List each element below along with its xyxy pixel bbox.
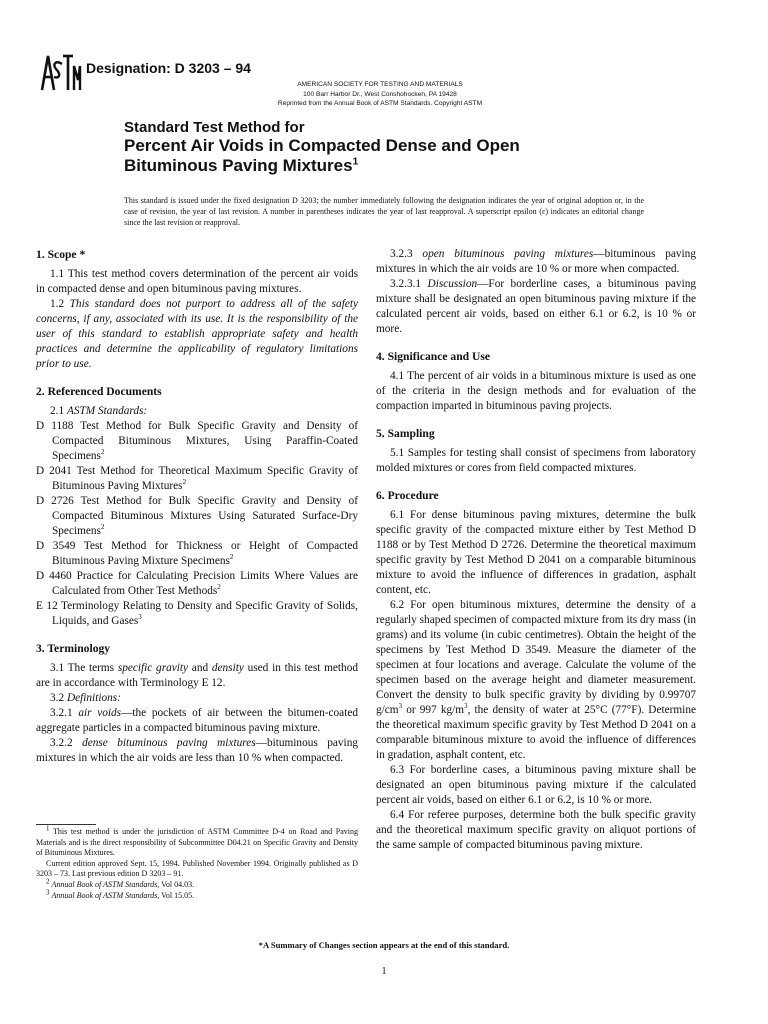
terminology-3-2-2-text: —bituminous paving mixtures in which the air voids are less than 10 % when compacted. xyxy=(36,737,358,764)
terminology-3-2-num: 3.2 xyxy=(50,692,65,704)
terminology-3-2-1 xyxy=(36,706,358,736)
terminology-3-2-3-1 xyxy=(376,277,696,337)
section-terminology xyxy=(36,641,358,766)
footnote-2 xyxy=(36,877,358,891)
section-sampling xyxy=(376,426,696,476)
procedure-6-3: 6.3 For borderline cases, a bituminous paving mixture shall be designated an open bituminous paving mixture if the calculated percent air voids, based on either 6.1 or 6.2, is 10 % or more. xyxy=(376,764,696,806)
issuance-notice: This standard is issued under the fixed designation D 3203; the number immediately following the designation indicates the year of original adoption or, in the case of revision, the year of last revision. A number in parentheses indicates the year of last reapproval. A superscript epsilon (ε) indicates an editorial change since the last revision or reapproval. xyxy=(124,196,644,227)
title-line-3 xyxy=(124,156,684,176)
terminology-3-1 xyxy=(36,661,358,691)
right-column xyxy=(376,247,696,865)
section-referenced-documents xyxy=(36,384,358,629)
reference-text: D 2726 Test Method for Bulk Specific Gravity and Density of Compacted Bituminous Mixtures Using Saturated Surface-Dry Specimens xyxy=(36,495,358,537)
sampling-heading: 5. Sampling xyxy=(376,427,435,440)
reference-sup: 2 xyxy=(100,448,105,457)
title-line-2: Percent Air Voids in Compacted Dense and Open xyxy=(124,136,520,155)
reference-text: D 4460 Practice for Calculating Precision Limits Where Values are Calculated from Other Test Methods xyxy=(36,570,358,597)
terminology-3-2-2-num: 3.2.2 xyxy=(50,737,73,749)
left-column xyxy=(36,247,358,778)
significance-heading: 4. Significance and Use xyxy=(376,350,491,363)
sampling-5-1: 5.1 Samples for testing shall consist of specimens from laboratory molded mixtures or cores from field compacted mixtures. xyxy=(376,447,696,474)
reference-d3549 xyxy=(36,539,358,569)
procedure-6-1: 6.1 For dense bituminous paving mixtures, determine the bulk specific gravity of the compacted mixture either by Test Method D 1188 or by Test Method D 2726. Determine the theoretical maximum specific gravity by Test Method D 2041 on a comparable bituminous mixture to avoid the influence of differences in gradation, asphalt content, etc. xyxy=(376,509,696,596)
scope-1-1: 1.1 This test method covers determination of the percent air voids in compacted dense and open bituminous paving mixtures. xyxy=(36,268,358,295)
summary-of-changes-note: *A Summary of Changes section appears at the end of this standard. xyxy=(258,940,510,950)
referenced-heading: 2. Referenced Documents xyxy=(36,385,162,398)
scope-1-2-num: 1.2 xyxy=(50,298,65,310)
terminology-3-2-2 xyxy=(36,736,358,766)
publisher-address: 100 Barr Harbor Dr., West Conshohocken, PA 19428 xyxy=(303,90,457,98)
terminology-3-2-3-num: 3.2.3 xyxy=(390,248,413,260)
reference-d2041 xyxy=(36,464,358,494)
term-dense-mixtures: dense bituminous paving mixtures xyxy=(82,737,256,749)
terminology-3-2-1-text: —the pockets of air between the bitumen-coated aggregate particles in a compacted bituminous paving mixture. xyxy=(36,707,358,734)
title-line-1: Standard Test Method for xyxy=(124,119,305,136)
reference-text: D 1188 Test Method for Bulk Specific Gravity and Density of Compacted Bituminous Mixtures, Using Paraffin-Coated Specimens xyxy=(36,420,358,462)
reference-d2726 xyxy=(36,494,358,539)
procedure-6-2-a: 6.2 For open bituminous mixtures, determine the density of a regularly shaped specimen of compacted mixture from its dry mass (in grams) and its volume (in cubic centimetres). Obtain the height of the specimens by Test Method D 3549. Measure the diameter of the specimen at four locations and average. Calculate the volume of the specimen based on the average height and diameter measurement. Convert the density to bulk specific gravity by dividing by 0.99707 g/cm xyxy=(376,599,696,716)
footnote-1 xyxy=(36,824,358,859)
terminology-heading: 3. Terminology xyxy=(36,642,111,655)
footnote-3-text: Annual Book of ASTM Standards xyxy=(51,890,158,900)
document-title xyxy=(124,119,684,176)
term-open-mixtures: open bituminous paving mixtures xyxy=(422,248,594,260)
term-discussion: Discussion xyxy=(427,278,478,290)
reference-d4460 xyxy=(36,569,358,599)
procedure-6-2-b: or 997 kg/m xyxy=(402,704,465,716)
referenced-2-1-text: ASTM Standards: xyxy=(66,405,148,417)
footnote-2-text: Annual Book of ASTM Standards xyxy=(51,879,158,889)
reference-text: D 3549 Test Method for Thickness or Height of Compacted Bituminous Paving Mixture Specimens xyxy=(36,540,358,567)
term-density: density xyxy=(211,662,244,674)
terminology-3-2-3-text: —bituminous paving mixtures in which the air voids are 10 % or more when compacted. xyxy=(376,248,696,275)
terminology-3-2-1-num: 3.2.1 xyxy=(50,707,73,719)
designation: Designation: D 3203 – 94 xyxy=(86,60,251,76)
footnote-3-tail: , Vol 15.05. xyxy=(157,890,195,900)
footnotes xyxy=(36,824,358,901)
procedure-6-4: 6.4 For referee purposes, determine both the bulk specific gravity and the theoretical maximum specific gravity on aliquot portions of the same sample of compacted bituminous paving mixture. xyxy=(376,809,696,851)
terminology-continued xyxy=(376,247,696,337)
section-significance xyxy=(376,349,696,414)
terminology-3-2-3-1-num: 3.2.3.1 xyxy=(390,278,422,290)
procedure-6-2 xyxy=(376,598,696,763)
significance-4-1: 4.1 The percent of air voids in a bituminous mixture is used as one of the criteria in the design methods and for evaluation of the compaction imparted in bituminous paving projects. xyxy=(376,370,696,412)
footnote-2-tail: , Vol 04.03. xyxy=(157,879,195,889)
scope-heading: 1. Scope * xyxy=(36,248,86,261)
publisher-name: AMERICAN SOCIETY FOR TESTING AND MATERIALS xyxy=(297,81,463,88)
reference-sup: 2 xyxy=(217,583,221,592)
procedure-heading: 6. Procedure xyxy=(376,489,439,502)
terminology-3-2-text: Definitions: xyxy=(66,692,121,704)
page-number: 1 xyxy=(381,966,387,977)
reprint-notice: Reprinted from the Annual Book of ASTM Standards. Copyright ASTM xyxy=(277,100,483,107)
reference-sup: 2 xyxy=(229,553,234,562)
astm-logo-icon xyxy=(38,50,82,94)
scope-1-2 xyxy=(36,297,358,372)
term-air-voids: air voids xyxy=(78,707,122,719)
term-specific-gravity: specific gravity xyxy=(117,662,189,674)
terminology-3-2 xyxy=(36,691,358,706)
reference-sup: 2 xyxy=(100,523,105,532)
procedure-6-2-sup2: 3 xyxy=(464,702,468,711)
publisher-info xyxy=(200,80,560,109)
scope-1-2-text: This standard does not purport to address all of the safety concerns, if any, associated with its use. It is the responsibility of the user of this standard to establish appropriate safety and health practices and determine the applicability of regulatory limitations prior to use. xyxy=(36,298,358,370)
reference-sup: 2 xyxy=(182,478,187,487)
reference-sup: 3 xyxy=(138,613,142,622)
terminology-3-2-3-1-text: —For borderline cases, a bituminous paving mixture shall be designated an open bituminous paving mixture if the calculated percent air voids, based on either 6.1 or 6.2, is 10 % or more. xyxy=(376,278,697,335)
footnote-rule xyxy=(36,824,96,825)
title-line-3-text: Bituminous Paving Mixtures xyxy=(124,156,353,175)
procedure-6-2-c: , the density of water at 25°C (77°F). Determine the theoretical maximum specific gravity by Test Method D 2041 on a comparable bituminous mixture to avoid the influence of differences in gradation, asphalt content, etc. xyxy=(376,704,696,761)
reference-e12 xyxy=(36,599,358,629)
reference-text: E 12 Terminology Relating to Density and Specific Gravity of Solids, Liquids, and Gases xyxy=(36,600,358,627)
footnote-1-text: This test method is under the jurisdiction of ASTM Committee D-4 on Road and Paving Materials and is the direct responsibility of Subcommittee D04.21 on Specific Gravity and Density of Bituminous Mixtures. xyxy=(36,827,358,858)
terminology-3-1-b: and xyxy=(188,662,212,674)
footnote-1-mark: 1 xyxy=(46,824,50,833)
terminology-3-2-3 xyxy=(376,247,696,277)
astm-standards-label xyxy=(36,404,358,419)
terminology-3-1-a: 3.1 The terms xyxy=(50,662,118,674)
title-footnote-mark: 1 xyxy=(352,156,359,168)
section-scope xyxy=(36,247,358,372)
reference-text: D 2041 Test Method for Theoretical Maximum Specific Gravity of Bituminous Paving Mixtures xyxy=(36,465,358,492)
reference-d1188 xyxy=(36,419,358,464)
footnote-3-mark: 3 xyxy=(46,887,50,896)
footnote-1-edition: Current edition approved Sept. 15, 1994. Published November 1994. Originally published as D 3203 – 73. Last previous edition D 3203 – 91. xyxy=(36,858,358,879)
footnote-2-mark: 2 xyxy=(46,877,50,886)
referenced-2-1-num: 2.1 xyxy=(50,405,65,417)
terminology-3-1-c: used in this test method are in accordance with Terminology E 12. xyxy=(36,662,358,689)
procedure-6-2-sup1: 3 xyxy=(398,702,403,711)
section-procedure xyxy=(376,488,696,853)
footnote-3 xyxy=(36,887,358,902)
